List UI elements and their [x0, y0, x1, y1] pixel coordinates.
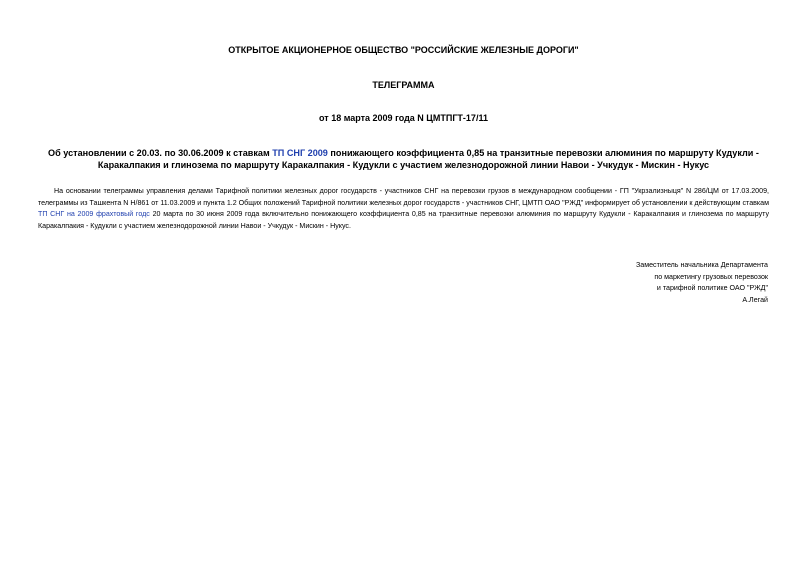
heading-text-end: понижающего коэффициента 0,85 на транзитные перевозки алюминия по маршруту Кудукли - Каракалпакия и глинозема по маршруту Каракалпакия - Кудукли с участием железнодорожной линии Навои - Учкудук - Мискин - Нукус: [97, 148, 759, 170]
signature-line-company: и тарифной политике ОАО "РЖД": [656, 284, 768, 293]
document-body-paragraph: [38, 186, 769, 232]
body-text-start: На основании телеграммы управления делами Тарифной политики железных дорог государств - участников СНГ на перевозки грузов в международном сообщении - ГП "Укрзализныця" N 286/ЦМ от 17.03.2009, телеграммы из Ташкента N Н/861 от 11.03.2009 и пункта 1.2 Общих положений Тарифной политики железных дорог государств - участников СНГ, ЦМТП ОАО "РЖД" информирует об установлении к действующим ставкам: [38, 187, 769, 207]
heading-text-start: Об установлении с 20.03. по 30.06.2009 к ставкам: [48, 148, 273, 158]
body-text-end: 20 марта по 30 июня 2009 года включительно понижающего коэффициента 0,85 на транзитные перевозки алюминия по маршруту Кудукли - Каракалпакия и глинозема по маршруту Каракалпакия - Кудукли с участием железнодорожной линии Навои - Учкудук - Мискин - Нукус.: [38, 210, 769, 230]
signature-line-position: Заместитель начальника Департамента: [635, 261, 768, 269]
document-heading: [45, 147, 762, 171]
document-date-number: от 18 марта 2009 года N ЦМТПГТ-17/11: [319, 113, 488, 123]
signature-line-name: А.Легай: [742, 295, 768, 304]
organization-title: ОТКРЫТОЕ АКЦИОНЕРНОЕ ОБЩЕСТВО "РОССИЙСКИЕ ЖЕЛЕЗНЫЕ ДОРОГИ": [228, 45, 579, 55]
heading-link-tp-sng[interactable]: ТП СНГ 2009: [272, 148, 328, 158]
signature-block: [508, 260, 768, 306]
body-link-tp-sng[interactable]: ТП СНГ на 2009 фрахтовый годс: [38, 210, 150, 218]
signature-line-department: по маркетингу грузовых перевозок: [654, 272, 768, 281]
document-type: ТЕЛЕГРАММА: [372, 80, 435, 90]
